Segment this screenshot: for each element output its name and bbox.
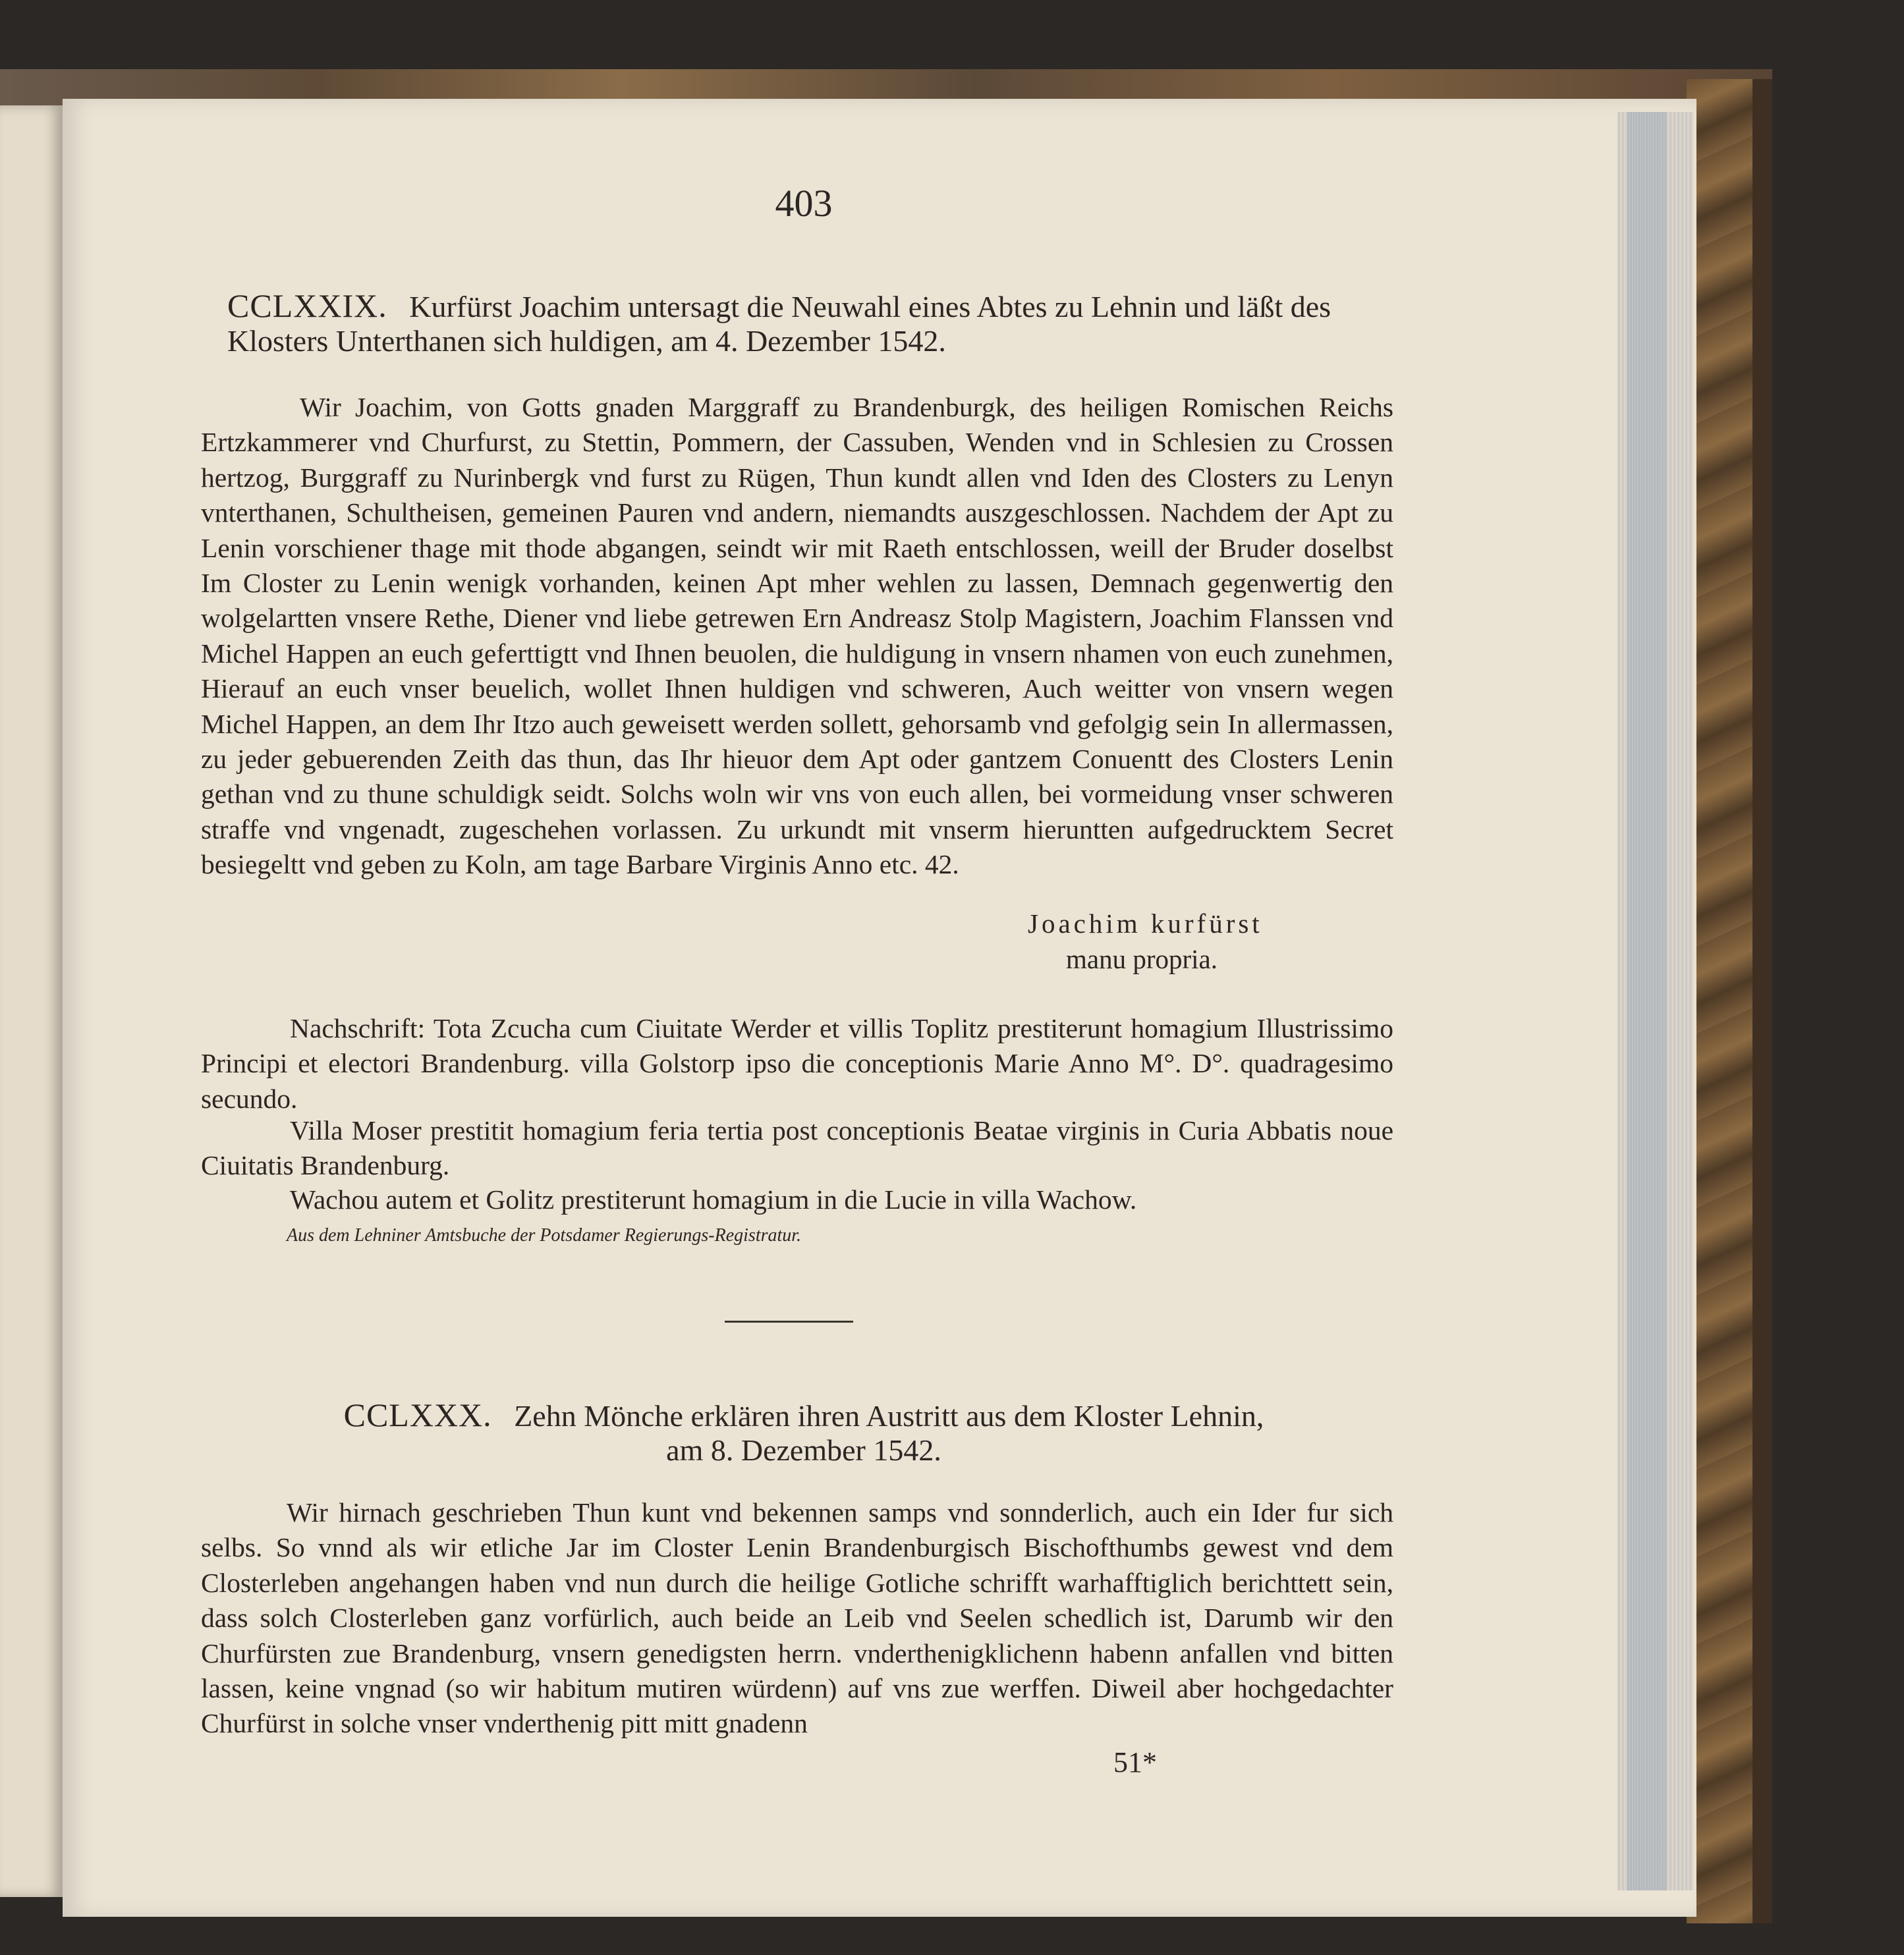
- printer-signature-mark: 51*: [1113, 1746, 1157, 1778]
- document-1-signature-name: Joachim kurfürst: [1028, 908, 1263, 939]
- document-1-postscript-1: Nachschrift: Tota Zcucha cum Ciuitate Werder et villis Toplitz prestiterunt homagium Illustrissimo Principi et electori Brandenburg. villa Golstorp ipso die conceptionis Marie Anno M°. D°. quadragesimo secundo.: [201, 1013, 1393, 1114]
- left-page-edge: [0, 105, 63, 1897]
- document-1-postscript-2: Villa Moser prestitit homagium feria tertia post conceptionis Beatae virginis in Curia Abbatis noue Ciuitatis Brandenburg.: [201, 1115, 1393, 1181]
- page-stack-edges-tint: [1627, 112, 1667, 1890]
- document-1-signature-note: manu propria.: [1066, 944, 1218, 974]
- document-1-body: Wir Joachim, von Gotts gnaden Marggraff zu Brandenburgk, des heiligen Romischen Reichs Ertzkammerer vnd Churfurst, zu Stettin, Pommern, der Cassuben, Wenden vnd in Schlesien zu Crossen hertzog, Burggraff zu Nurinbergk vnd furst zu Rügen, Thun kundt allen vnd Iden des Closters zu Lenyn vnterthanen, Schultheisen, gemeinen Pauren vnd andern, niemandts auszgeschlossen. Nachdem der Apt zu Lenin vorschiener thage mit thode abgangen, seindt wir mit Raeth entschlossen, weill der Bruder doselbst Im Closter zu Lenin wenigk vorhanden, keinen Apt mher wehlen zu lassen, Demnach gegenwertig den wolgelartten vnsere Rethe, Diener vnd liebe getrewen Ern Andreasz Stolp Magistern, Joachim Flanssen vnd Michel Happen an euch geferttigtt vnd Ihnen beuolen, die huldigung in vnsern nhamen von euch zunehmen, Hierauf an euch vnser beuelich, wollet Ihnen huldigen vnd schweren, Auch weitter von vnsern wegen Michel Happen, an dem Ihr Itzo auch geweisett werden sollett, gehorsamb vnd gefolgig sein In allermassen, zu jeder gebuerenden Zeith das thun, das Ihr hieuor dem Apt oder gantzem Conuentt des Closters Lenin gethan vnd zu thune schuldigk seidt. Solchs woln wir vns von euch allen, bei vormeidung vnser schweren straffe vnd vngenadt, zugeschehen vorlassen. Zu urkundt mit vnserm hieruntten aufgedrucktem Secret besiegeltt vnd geben zu Koln, am tage Barbare Virginis Anno etc. 42.: [201, 392, 1393, 880]
- document-2-title-line1: Zehn Mönche erklären ihren Austritt aus dem Kloster Lehnin,: [514, 1399, 1264, 1433]
- section-divider: [725, 1321, 853, 1323]
- document-2-number: CCLXXX.: [343, 1396, 492, 1433]
- page-number: 403: [775, 182, 833, 225]
- document-2-body: Wir hirnach geschrieben Thun kunt vnd bekennen samps vnd sonnderlich, auch ein Ider fur sich selbs. So vnnd als wir etliche Jar im Closter Lenin Brandenburgisch Bischofthumbs gewest vnd dem Closterleben angehangen haben vnd nun durch die heilige Gotliche schrifft warhafftiglich berichttett sein, dass solch Closterleben ganz vorfürlich, auch beide an Leib vnd Seelen schedlich ist, Darumb wir den Churfürsten zue Brandenburg, vnsern genedigsten herrn. vnderthenigklichenn habenn anfallen vnd bitten lassen, keine vngnad (so wir habitum mutiren würdenn) auf vns zue werffen. Diweil aber hochgedachter Churfürst in solche vnser vnderthenig pitt mitt gnadenn: [201, 1497, 1393, 1739]
- document-1-title-line1: Kurfürst Joachim untersagt die Neuwahl eines Abtes zu Lehnin und läßt des: [409, 290, 1331, 323]
- book-cover-edge: [1752, 79, 1772, 1923]
- document-1-title-line2: Klosters Unterthanen sich huldigen, am 4. Dezember 1542.: [227, 324, 946, 358]
- document-1-heading: [227, 289, 1387, 358]
- document-1-postscript-3: Wachou autem et Golitz prestiterunt homagium in die Lucie in villa Wachow.: [290, 1184, 1137, 1215]
- document-1-number: CCLXXIX.: [227, 287, 387, 324]
- document-2-title-line2: am 8. Dezember 1542.: [666, 1433, 941, 1467]
- document-1-source: Aus dem Lehniner Amtsbuche der Potsdamer Regierungs-Registratur.: [287, 1225, 802, 1246]
- document-2-heading: [290, 1398, 1318, 1468]
